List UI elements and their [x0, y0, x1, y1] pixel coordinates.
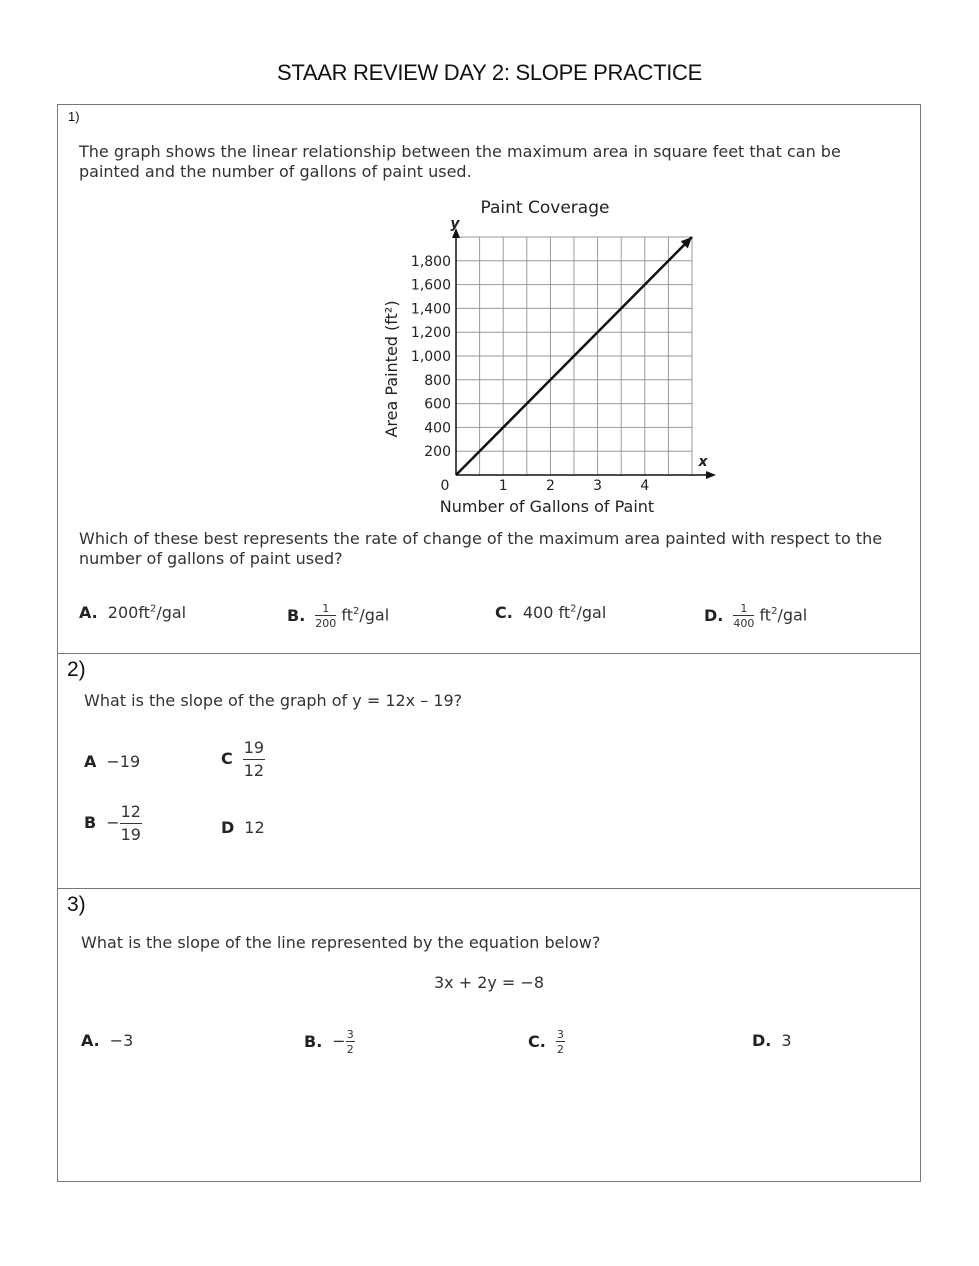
paint-coverage-chart — [317, 193, 708, 516]
question-prompt: The graph shows the linear relationship between the maximum area in square feet that can be painted and the number of gallons of paint used. — [79, 142, 841, 181]
x-axis-name: x — [698, 454, 708, 470]
option-c[interactable] — [221, 740, 265, 779]
y-tick-label: 200 — [424, 444, 451, 461]
chart-axes — [452, 228, 716, 479]
origin-label: 0 — [440, 478, 450, 494]
option-letter: C. — [495, 603, 513, 622]
fraction: $\frac{12}{19}$ — [120, 802, 141, 844]
question-2 — [58, 653, 920, 889]
question-text: Which of these best represents the rate of change of the maximum area painted with respect to the number of gallons of paint used? — [79, 529, 883, 568]
y-tick-label: 800 — [424, 372, 451, 389]
option-a[interactable]: A. $200ft^2$/gal — [79, 603, 187, 622]
option-a[interactable]: A. −3 — [81, 1031, 134, 1050]
y-tick-label: 1,000 — [410, 349, 451, 365]
x-tick-label: 4 — [640, 478, 650, 494]
option-d[interactable]: D 12 — [221, 818, 265, 837]
option-b[interactable]: B. − $\frac{3}{2}$ — [304, 1028, 354, 1056]
page-title: STAAR REVIEW DAY 2: SLOPE PRACTICE — [276, 60, 703, 85]
option-a[interactable]: A −19 — [84, 752, 141, 771]
x-axis-label: Number of Gallons of Paint — [439, 497, 655, 516]
option-letter: A — [84, 752, 97, 771]
option-letter: B. — [304, 1031, 323, 1051]
y-tick-label: 1,400 — [410, 301, 451, 318]
y-axis-name: y — [450, 216, 460, 232]
option-letter: D — [221, 818, 235, 837]
option-c[interactable]: C. 400 $ft^2$/gal — [495, 603, 607, 622]
option-d[interactable]: D. $\frac{1}{400}$ $ft^2$/gal — [704, 602, 808, 630]
y-tick-label: 1,200 — [410, 325, 451, 342]
fraction: $\frac{1}{400}$ — [733, 602, 755, 630]
question-prompt: What is the slope of the graph of y = 12x – 19? — [84, 691, 463, 710]
option-letter: B. — [287, 605, 306, 625]
option-d[interactable]: D. 3 — [752, 1031, 792, 1050]
option-letter: C. — [528, 1031, 546, 1051]
x-tick-label: 3 — [593, 478, 603, 494]
option-b[interactable]: B. $\frac{1}{200}$ $ft^2$/gal — [287, 602, 390, 630]
x-tick-label: 1 — [498, 478, 508, 494]
y-tick-label: 400 — [424, 420, 451, 437]
equation: 3x + 2y = −8 — [433, 973, 545, 992]
fraction: $\frac{1}{200}$ — [315, 602, 337, 630]
chart-ticks — [411, 254, 649, 494]
option-letter: D. — [752, 1031, 772, 1050]
question-number: 2) — [67, 658, 86, 681]
x-axis-arrow — [706, 471, 716, 479]
fraction: $\frac{3}{2}$ — [556, 1028, 564, 1056]
question-number: 3) — [67, 893, 86, 916]
option-letter: C — [221, 749, 233, 768]
y-tick-label: 1,800 — [410, 253, 451, 270]
chart-title: Paint Coverage — [480, 198, 610, 218]
fraction: $\frac{19}{12}$ — [243, 738, 265, 780]
question-prompt: What is the slope of the line represented by the equation below? — [81, 933, 601, 952]
question-number: 1) — [68, 109, 80, 124]
option-c[interactable] — [528, 1029, 565, 1055]
option-letter: D. — [704, 605, 724, 625]
y-tick-label: 1,600 — [410, 277, 451, 294]
fraction: $\frac{3}{2}$ — [346, 1028, 354, 1056]
option-letter: B — [84, 813, 97, 832]
option-letter: A. — [81, 1031, 100, 1050]
x-tick-label: 2 — [545, 478, 555, 494]
y-tick-label: 600 — [424, 396, 451, 413]
question-3 — [58, 888, 920, 1182]
questions-table — [57, 104, 921, 1182]
y-axis-label: Area Painted (ft²) — [382, 300, 401, 438]
question-1 — [58, 105, 920, 653]
option-b[interactable]: B − $\frac{12}{19}$ — [84, 802, 141, 844]
option-letter: A. — [79, 603, 98, 622]
